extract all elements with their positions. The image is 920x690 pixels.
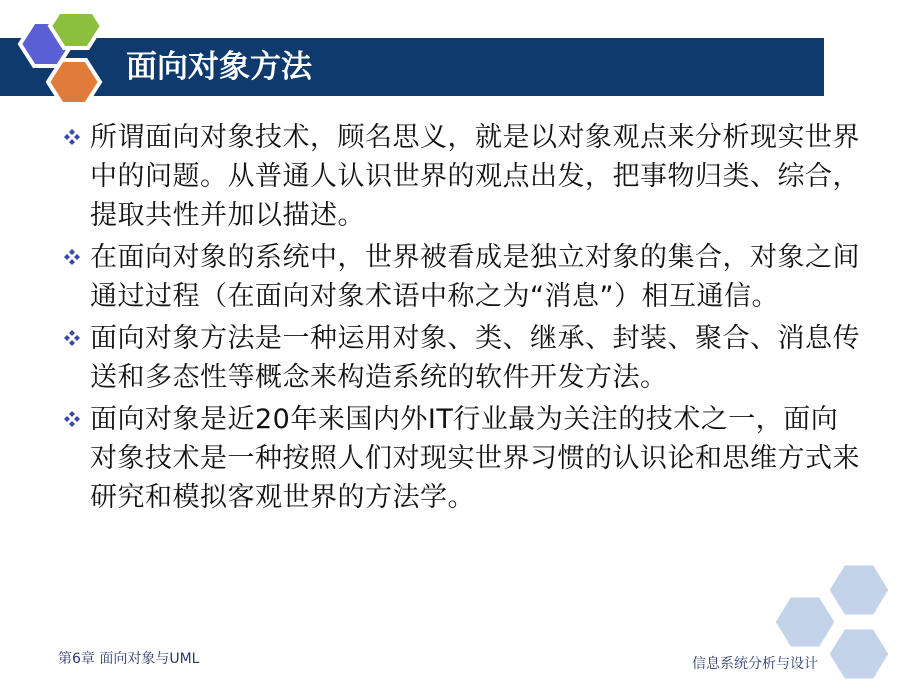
footer-course: 信息系统分析与设计 [692, 656, 818, 672]
diamond-bullet-icon [58, 238, 86, 278]
list-item [58, 118, 868, 235]
bullet-text: 面向对象方法是一种运用对象、类、继承、封装、聚合、消息传送和多态性等概念来构造系统的软件开发方法。 [90, 323, 860, 393]
title-bar [0, 38, 824, 96]
hexagon-logo-icon [0, 14, 120, 114]
bullet-text: 在面向对象的系统中，世界被看成是独立对象的集合，对象之间通过过程（在面向对象术语中称之为“消息”）相互通信。 [90, 242, 860, 312]
page-title: 面向对象方法 [126, 49, 312, 85]
list-item [58, 319, 868, 397]
hex-orange [48, 60, 100, 104]
footer-chapter: 第6章 面向对象与UML [58, 651, 200, 667]
bullet-list [58, 118, 868, 520]
list-item [58, 400, 868, 517]
bullet-text: 所谓面向对象技术，顾名思义，就是以对象观点来分析现实世界中的问题。从普通人认识世界的观点出发，把事物归类、综合，提取共性并加以描述。 [90, 122, 860, 231]
diamond-bullet-icon [58, 319, 86, 359]
diamond-bullet-icon [58, 400, 86, 440]
diamond-bullet-icon [58, 118, 86, 158]
list-item [58, 238, 868, 316]
bullet-text: 面向对象是近20年来国内外IT行业最为关注的技术之一，面向对象技术是一种按照人们对现实世界习惯的认识论和思维方式来研究和模拟客观世界的方法学。 [90, 404, 860, 513]
